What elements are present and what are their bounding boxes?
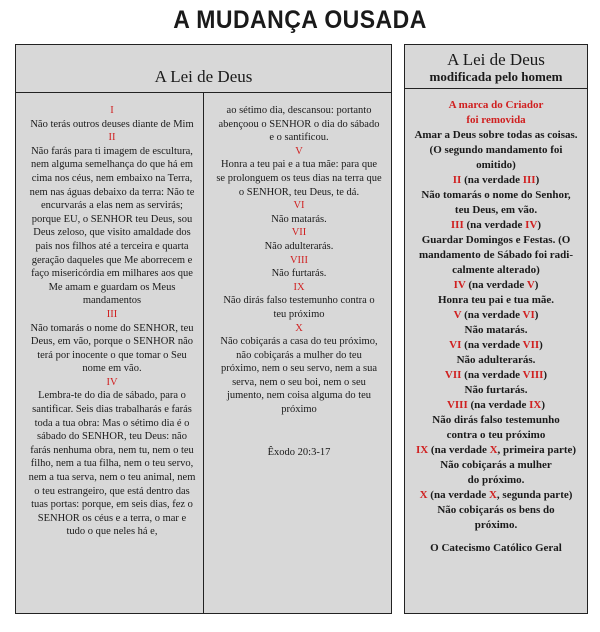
- spacer: [405, 533, 587, 541]
- modified-law-subtitle: modificada pelo homem: [429, 69, 563, 84]
- modified-item-heading: [405, 488, 587, 503]
- modified-item-text: Não dirás falso testemunho: [432, 414, 560, 426]
- modified-item-text: Não cobiçarás os bens do: [437, 504, 555, 516]
- actual-note-end: ): [539, 339, 543, 351]
- original-number: V: [526, 279, 535, 291]
- modified-item-text: Guardar Domingos e Festas. (O: [421, 234, 571, 246]
- modified-number: IX: [415, 444, 429, 456]
- first-commandment-line: Amar a Deus sobre todas as coisas.: [414, 129, 578, 141]
- actual-note-end: ): [534, 309, 539, 321]
- modified-item-heading: [405, 218, 587, 233]
- first-commandment-line: (O segundo mandamento foi: [429, 144, 563, 156]
- actual-note: (na verdade: [461, 369, 523, 381]
- actual-note-end: ): [543, 369, 548, 381]
- modified-number: VIII: [446, 399, 468, 411]
- commandment-text-continued: ao sétimo dia, descansou: portanto abençoou o SENHOR o dia do sábado e o santificou.: [218, 105, 380, 144]
- commandment-text: Não terás outros deuses diante de Mim: [30, 118, 194, 130]
- modified-item-text: teu Deus, em vão.: [454, 204, 538, 216]
- modified-number: VII: [444, 369, 462, 381]
- commandment-number: IV: [106, 376, 118, 388]
- modified-item-heading: [405, 308, 587, 323]
- actual-note: (na verdade: [427, 489, 489, 501]
- modified-item-text: Honra teu pai e tua mãe.: [437, 294, 555, 306]
- original-number: X: [488, 489, 497, 501]
- modified-item-heading: [405, 398, 587, 413]
- modified-item-text: do próximo.: [467, 474, 525, 486]
- modified-item-heading: [405, 278, 587, 293]
- original-number: VIII: [522, 369, 544, 381]
- modified-item-heading: [405, 338, 587, 353]
- gods-law-panel: [15, 44, 392, 614]
- actual-note: (na verdade: [463, 219, 526, 231]
- modified-number: III: [450, 219, 464, 231]
- modified-law-header: [405, 45, 587, 89]
- modified-law-title: A Lei de Deus: [447, 50, 545, 69]
- modified-item-text: Não tomarás o nome do Senhor,: [421, 189, 571, 201]
- modified-law-list: [405, 98, 587, 556]
- actual-note-end: ): [534, 279, 539, 291]
- commandment-text: Lembra-te do dia de sábado, para o santificar. Seis dias trabalharás e farás toda a tua obra: Mas o sétimo dia é o sábado do SENHOR, teu Deus: não farás nenhuma obra, nem tu, nem o teu filho, nem a tua filha, nem o teu servo, nem a tua serva, nem o teu animal, nem o teu estrangeiro, que está dentro das tuas portas: porque, em seis dias, fez o SENHOR os céus e a terra, o mar e tudo o que neles há e,: [28, 390, 196, 538]
- modified-item-text: próximo.: [474, 519, 518, 531]
- modified-item-text: Não adulterarás.: [456, 354, 536, 366]
- modified-number: IV: [453, 279, 466, 291]
- modified-law-panel: [404, 44, 588, 614]
- modified-number: II: [452, 174, 462, 186]
- modified-item-heading: [405, 443, 587, 458]
- commandment-text: Não cobiçarás a casa do teu próximo, não cobiçarás a mulher do teu próximo, nem o seu servo, nem a sua serva, nem o seu boi, nem o seu jumento, nem coisa alguma do teu próximo: [220, 336, 378, 416]
- modified-item-heading: [405, 368, 587, 383]
- commandment-text: Não farás para ti imagem de escultura, nem alguma semelhança do que há em cima nos céus, nem embaixo na Terra, nem nas águas debaixo da terra: Não te encurvarás a elas nem as servirás; porque EU, o SENHOR teu Deus, sou Deus zeloso, que visito amaldade dos pais nos filhos até a terceira e quarta geração daqueles que Me aborrecem e faço misericórdia em milhares aos que Me amam e guardam os Meus mandamentos: [29, 145, 195, 307]
- modified-item-text: Não cobiçarás a mulher: [440, 459, 552, 471]
- page-title: A MUDANÇA OUSADA: [173, 6, 427, 34]
- commandment-number: II: [108, 132, 116, 144]
- gods-law-column-1: [28, 104, 196, 539]
- commandment-text: Não tomarás o nome do SENHOR, teu Deus, em vão, porque o SENHOR não terá por inocente o que tomar o Seu nome em vão.: [30, 322, 194, 375]
- commandment-text: Não matarás.: [271, 213, 327, 225]
- original-number: VII: [522, 339, 540, 351]
- modified-item-heading: [405, 173, 587, 188]
- original-number: IV: [525, 219, 538, 231]
- original-number: X: [489, 444, 498, 456]
- scripture-reference: Êxodo 20:3-17: [267, 446, 331, 458]
- commandment-text: Não furtarás.: [271, 268, 327, 280]
- actual-note-end: , segunda parte): [496, 489, 573, 501]
- commandment-number: III: [106, 308, 118, 320]
- actual-note: (na verdade: [428, 444, 490, 456]
- actual-note-end: ): [541, 399, 546, 411]
- column-divider: [203, 93, 204, 614]
- modified-item-text: contra o teu próximo: [446, 429, 546, 441]
- commandment-number: VII: [291, 227, 307, 239]
- removed-note-line: foi removida: [466, 114, 526, 126]
- original-number: VI: [522, 309, 535, 321]
- modified-item-text: Não matarás.: [464, 324, 528, 336]
- actual-note-end: ): [535, 174, 540, 186]
- actual-note: (na verdade: [461, 309, 523, 321]
- original-number: III: [522, 174, 536, 186]
- modified-number: VI: [449, 339, 462, 351]
- gods-law-column-2: [216, 104, 382, 459]
- modified-item-text: Não furtarás.: [464, 384, 528, 396]
- actual-note: (na verdade: [467, 399, 530, 411]
- source-citation: O Catecismo Católico Geral: [430, 542, 562, 554]
- commandment-number: V: [295, 145, 303, 157]
- commandment-number: VI: [293, 200, 305, 212]
- commandment-number: X: [295, 322, 303, 334]
- commandment-text: Não adulterarás.: [264, 240, 334, 252]
- gods-law-header: A Lei de Deus: [16, 45, 391, 93]
- actual-note: (na verdade: [465, 279, 527, 291]
- commandment-number: IX: [293, 281, 305, 293]
- original-number: IX: [529, 399, 542, 411]
- commandment-text: Não dirás falso testemunho contra o teu próximo: [223, 295, 375, 320]
- modified-number: V: [453, 309, 462, 321]
- modified-item-text: mandamento de Sábado foi radi-: [418, 249, 574, 261]
- actual-note: (na verdade: [461, 339, 523, 351]
- actual-note-end: ): [537, 219, 542, 231]
- actual-note: (na verdade: [461, 174, 523, 186]
- removed-note-line: A marca do Criador: [448, 99, 544, 111]
- modified-number: X: [419, 489, 428, 501]
- commandment-text: Honra a teu pai e a tua mãe: para que se prolonguem os teus dias na terra que o SENHOR, teu Deus, te dá.: [216, 159, 382, 198]
- commandment-number: VIII: [289, 254, 309, 266]
- actual-note-end: , primeira parte): [497, 444, 577, 456]
- commandment-number: I: [110, 105, 114, 116]
- modified-item-text: calmente alterado): [452, 264, 540, 276]
- first-commandment-line: omitido): [476, 159, 516, 171]
